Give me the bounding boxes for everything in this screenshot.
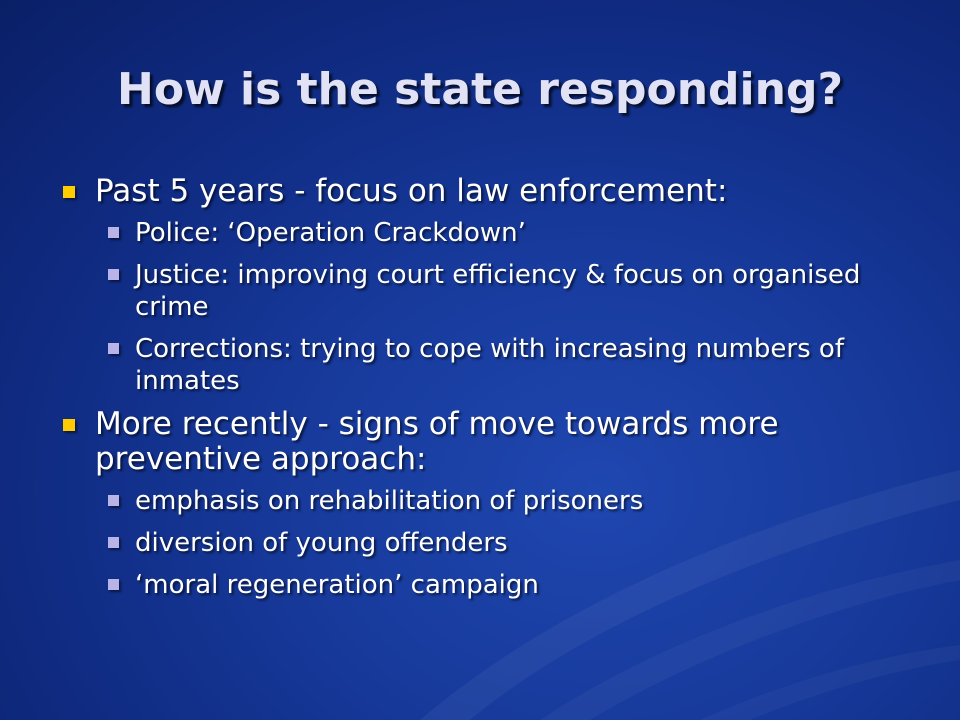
sub-bullet-point bbox=[108, 485, 920, 517]
bullet-text: More recently - signs of move towards more preventive approach: bbox=[95, 406, 779, 477]
sub-bullet-point bbox=[108, 527, 920, 559]
slide-content bbox=[60, 174, 920, 611]
sub-bullet-point bbox=[108, 569, 920, 601]
sub-bullet-square-icon bbox=[108, 269, 119, 280]
sub-bullet-text: diversion of young offenders bbox=[135, 528, 508, 558]
bullet-point bbox=[60, 407, 920, 477]
sub-bullet-square-icon bbox=[108, 579, 119, 590]
sub-bullet-point bbox=[108, 217, 920, 249]
bullet-text: Past 5 years - focus on law enforcement: bbox=[95, 173, 728, 209]
sub-bullet-square-icon bbox=[108, 227, 119, 238]
sub-bullet-square-icon bbox=[108, 343, 119, 354]
sub-bullet-square-icon bbox=[108, 537, 119, 548]
sub-bullet-square-icon bbox=[108, 495, 119, 506]
sub-bullet-text: Corrections: trying to cope with increasing numbers of inmates bbox=[135, 334, 844, 396]
sub-bullet-text: Police: ‘Operation Crackdown’ bbox=[135, 218, 526, 248]
sub-bullet-list bbox=[60, 217, 920, 397]
sub-bullet-text: emphasis on rehabilitation of prisoners bbox=[135, 486, 644, 516]
sub-bullet-list bbox=[60, 485, 920, 601]
sub-bullet-text: ‘moral regeneration’ campaign bbox=[135, 570, 539, 600]
sub-bullet-point bbox=[108, 333, 920, 397]
sub-bullet-text: Justice: improving court efficiency & focus on organised crime bbox=[135, 260, 861, 322]
slide-title: How is the state responding? bbox=[117, 64, 843, 115]
sub-bullet-point bbox=[108, 259, 920, 323]
bullet-point bbox=[60, 174, 920, 209]
bullet-square-icon bbox=[63, 186, 75, 198]
bullet-square-icon bbox=[63, 419, 75, 431]
